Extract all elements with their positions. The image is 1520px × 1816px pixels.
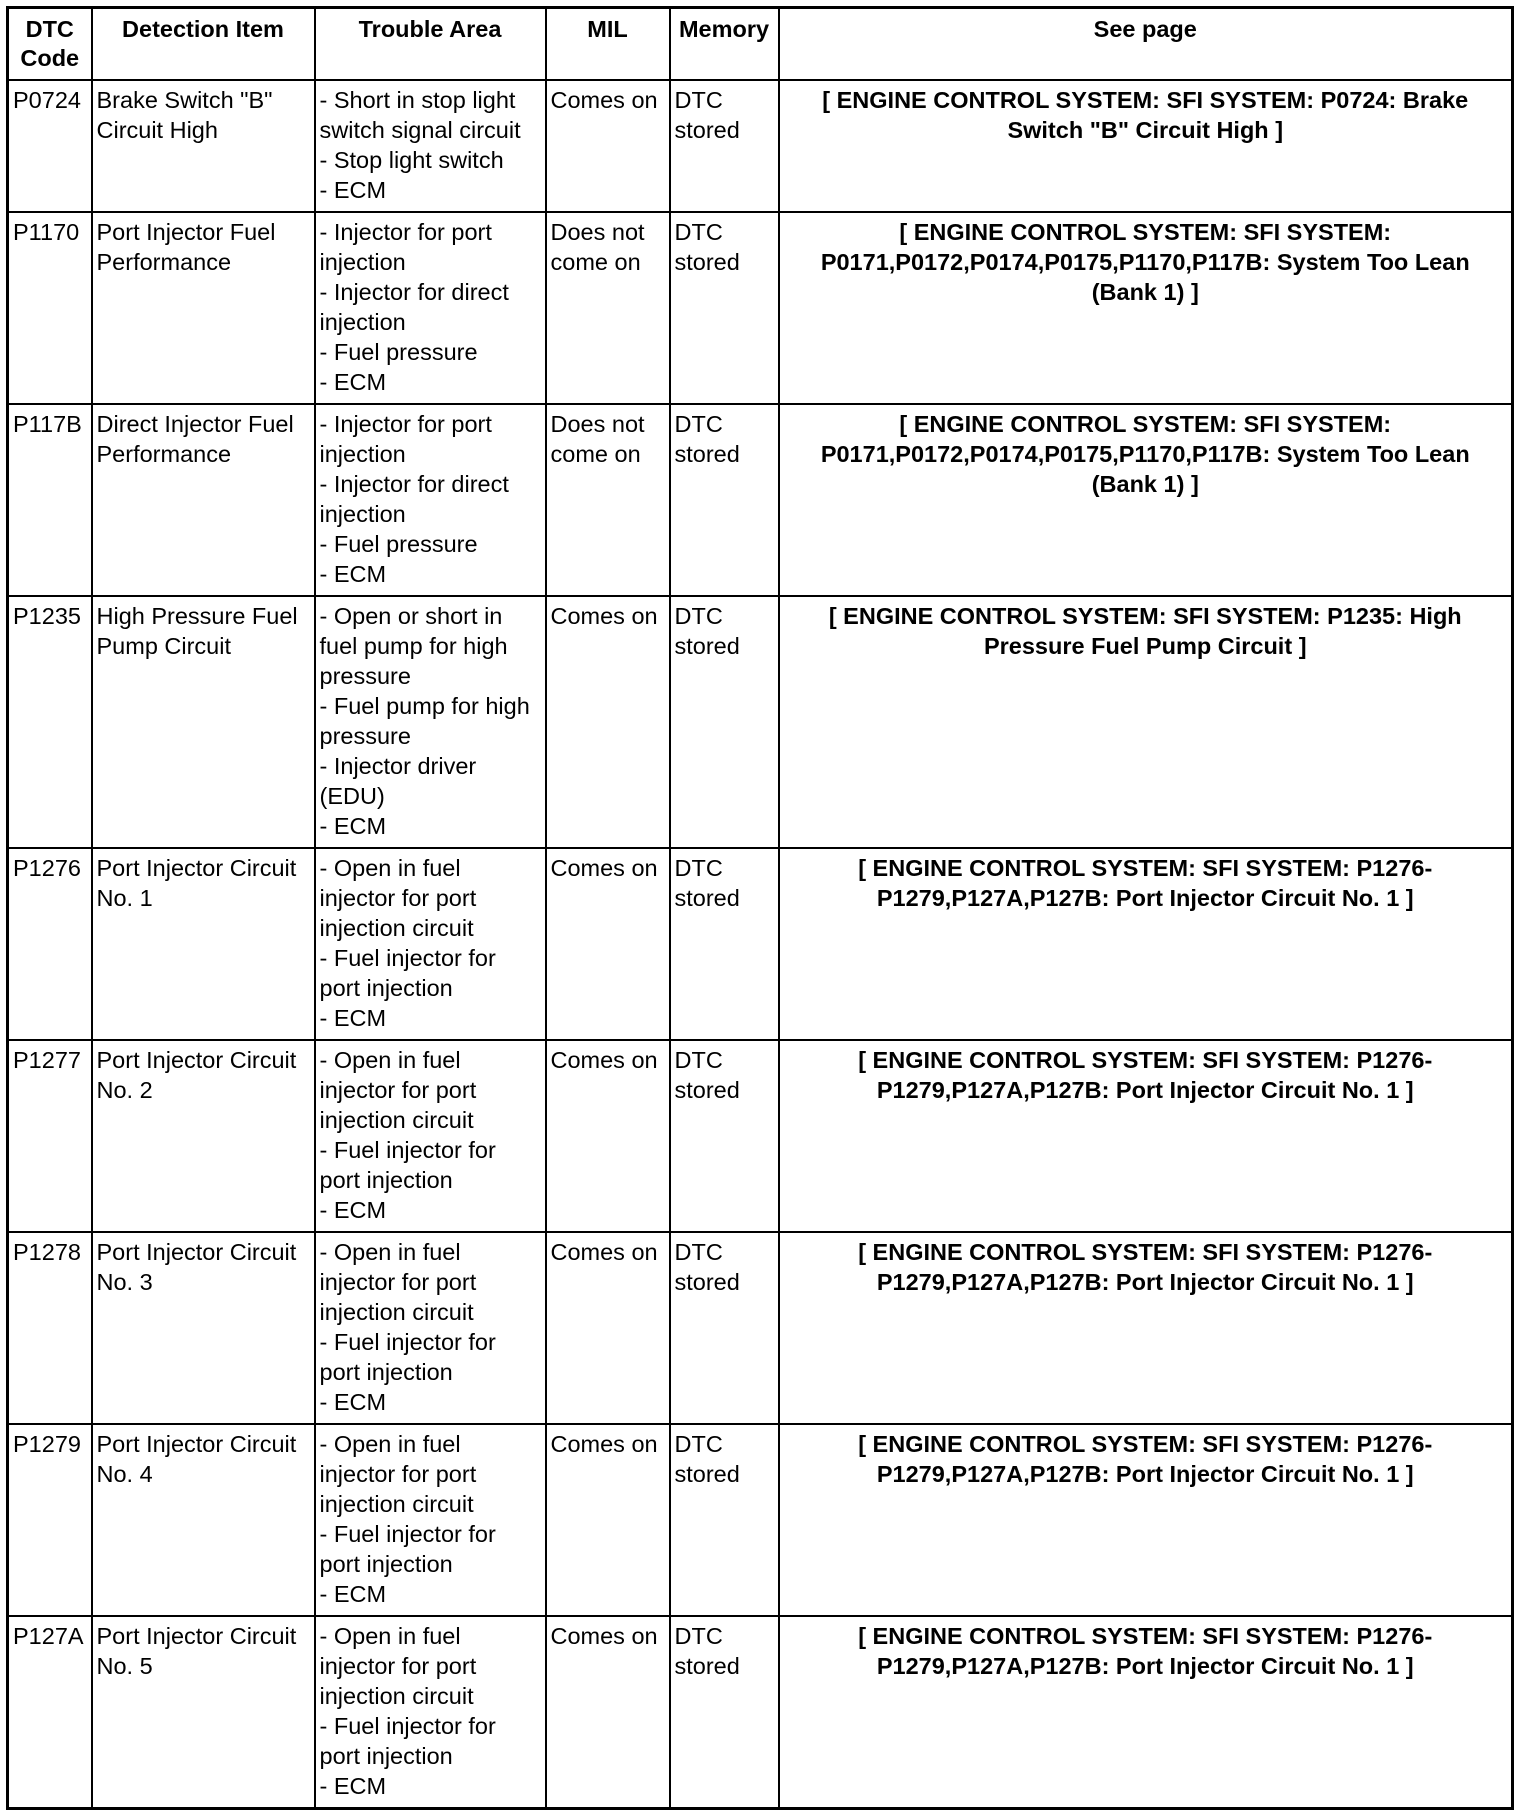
mil-cell: Comes on (546, 1040, 670, 1232)
header-detection-item: Detection Item (92, 8, 315, 81)
header-row (8, 8, 1513, 81)
trouble-area-cell: - Open in fuel injector for port injection circuit - Fuel injector for port injection - ECM (315, 848, 546, 1040)
detection-item-cell: Direct Injector Fuel Performance (92, 404, 315, 596)
dtc-code-cell: P1279 (8, 1424, 92, 1616)
see-page-link[interactable]: [ ENGINE CONTROL SYSTEM: SFI SYSTEM: P0171,P0172,P0174,P0175,P1170,P117B: System Too Lean (Bank 1) ] (779, 404, 1513, 596)
detection-item-cell: Port Injector Circuit No. 2 (92, 1040, 315, 1232)
dtc-code-cell: P0724 (8, 80, 92, 212)
table-row (8, 404, 1513, 596)
table-row (8, 596, 1513, 848)
dtc-code-cell: P1278 (8, 1232, 92, 1424)
detection-item-cell: Port Injector Circuit No. 4 (92, 1424, 315, 1616)
memory-cell: DTC stored (670, 596, 779, 848)
mil-cell: Comes on (546, 1616, 670, 1809)
dtc-code-cell: P127A (8, 1616, 92, 1809)
see-page-link[interactable]: [ ENGINE CONTROL SYSTEM: SFI SYSTEM: P0724: Brake Switch "B" Circuit High ] (779, 80, 1513, 212)
header-mil: MIL (546, 8, 670, 81)
detection-item-cell: Port Injector Circuit No. 1 (92, 848, 315, 1040)
memory-cell: DTC stored (670, 1616, 779, 1809)
see-page-link[interactable]: [ ENGINE CONTROL SYSTEM: SFI SYSTEM: P1276-P1279,P127A,P127B: Port Injector Circuit No. 1 ] (779, 1424, 1513, 1616)
see-page-link[interactable]: [ ENGINE CONTROL SYSTEM: SFI SYSTEM: P0171,P0172,P0174,P0175,P1170,P117B: System Too Lean (Bank 1) ] (779, 212, 1513, 404)
table-row (8, 848, 1513, 1040)
trouble-area-cell: - Injector for port injection - Injector for direct injection - Fuel pressure - ECM (315, 212, 546, 404)
trouble-area-cell: - Injector for port injection - Injector for direct injection - Fuel pressure - ECM (315, 404, 546, 596)
table-row (8, 80, 1513, 212)
table-row (8, 1424, 1513, 1616)
see-page-link[interactable]: [ ENGINE CONTROL SYSTEM: SFI SYSTEM: P1276-P1279,P127A,P127B: Port Injector Circuit No. 1 ] (779, 848, 1513, 1040)
detection-item-cell: Port Injector Fuel Performance (92, 212, 315, 404)
table-row (8, 1616, 1513, 1809)
mil-cell: Comes on (546, 1232, 670, 1424)
see-page-link[interactable]: [ ENGINE CONTROL SYSTEM: SFI SYSTEM: P1276-P1279,P127A,P127B: Port Injector Circuit No. 1 ] (779, 1616, 1513, 1809)
trouble-area-cell: - Open or short in fuel pump for high pressure - Fuel pump for high pressure - Injector driver (EDU) - ECM (315, 596, 546, 848)
dtc-code-cell: P1277 (8, 1040, 92, 1232)
dtc-code-cell: P117B (8, 404, 92, 596)
trouble-area-cell: - Short in stop light switch signal circuit - Stop light switch - ECM (315, 80, 546, 212)
memory-cell: DTC stored (670, 848, 779, 1040)
see-page-link[interactable]: [ ENGINE CONTROL SYSTEM: SFI SYSTEM: P1276-P1279,P127A,P127B: Port Injector Circuit No. 1 ] (779, 1232, 1513, 1424)
memory-cell: DTC stored (670, 80, 779, 212)
trouble-area-cell: - Open in fuel injector for port injection circuit - Fuel injector for port injection - ECM (315, 1232, 546, 1424)
trouble-area-cell: - Open in fuel injector for port injection circuit - Fuel injector for port injection - ECM (315, 1616, 546, 1809)
trouble-area-cell: - Open in fuel injector for port injection circuit - Fuel injector for port injection - ECM (315, 1040, 546, 1232)
mil-cell: Comes on (546, 80, 670, 212)
detection-item-cell: Port Injector Circuit No. 3 (92, 1232, 315, 1424)
table-row (8, 1232, 1513, 1424)
mil-cell: Comes on (546, 848, 670, 1040)
header-memory: Memory (670, 8, 779, 81)
dtc-code-cell: P1235 (8, 596, 92, 848)
header-dtc-code: DTC Code (8, 8, 92, 81)
mil-cell: Does not come on (546, 212, 670, 404)
dtc-code-cell: P1170 (8, 212, 92, 404)
table-row (8, 1040, 1513, 1232)
see-page-link[interactable]: [ ENGINE CONTROL SYSTEM: SFI SYSTEM: P1235: High Pressure Fuel Pump Circuit ] (779, 596, 1513, 848)
table-row (8, 212, 1513, 404)
header-see-page: See page (779, 8, 1513, 81)
memory-cell: DTC stored (670, 1040, 779, 1232)
memory-cell: DTC stored (670, 404, 779, 596)
dtc-code-cell: P1276 (8, 848, 92, 1040)
see-page-link[interactable]: [ ENGINE CONTROL SYSTEM: SFI SYSTEM: P1276-P1279,P127A,P127B: Port Injector Circuit No. 1 ] (779, 1040, 1513, 1232)
mil-cell: Comes on (546, 1424, 670, 1616)
memory-cell: DTC stored (670, 212, 779, 404)
detection-item-cell: High Pressure Fuel Pump Circuit (92, 596, 315, 848)
detection-item-cell: Port Injector Circuit No. 5 (92, 1616, 315, 1809)
detection-item-cell: Brake Switch "B" Circuit High (92, 80, 315, 212)
dtc-table (6, 6, 1514, 1810)
memory-cell: DTC stored (670, 1424, 779, 1616)
trouble-area-cell: - Open in fuel injector for port injection circuit - Fuel injector for port injection - ECM (315, 1424, 546, 1616)
memory-cell: DTC stored (670, 1232, 779, 1424)
mil-cell: Does not come on (546, 404, 670, 596)
header-trouble-area: Trouble Area (315, 8, 546, 81)
mil-cell: Comes on (546, 596, 670, 848)
